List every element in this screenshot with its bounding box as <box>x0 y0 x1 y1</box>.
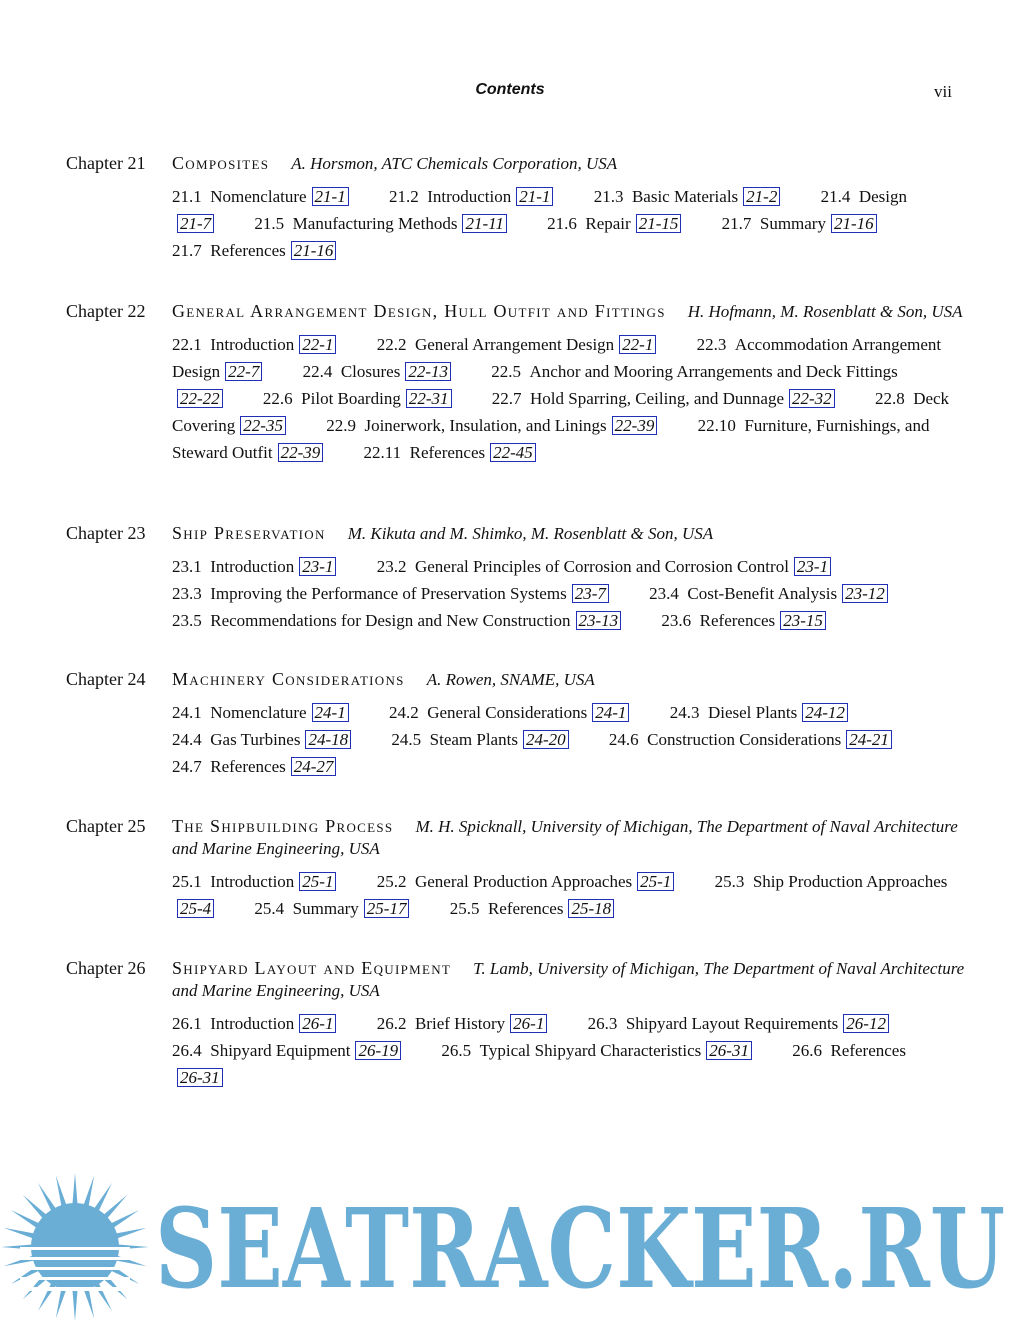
section-title: General Arrangement Design <box>414 335 615 354</box>
chapter-title[interactable]: Shipyard Layout and Equipment <box>172 958 452 978</box>
toc-entry <box>172 241 336 260</box>
chapter-heading <box>66 957 966 1002</box>
chapter-title[interactable]: Machinery Considerations <box>172 669 405 689</box>
section-list <box>172 1010 950 1091</box>
toc-entry <box>172 335 336 354</box>
toc-entry <box>172 1041 401 1060</box>
chapter-label: Chapter 23 <box>66 523 146 543</box>
toc-entry <box>649 584 888 603</box>
section-number: 23.6 <box>661 611 692 630</box>
page-link[interactable]: 24-12 <box>802 703 848 722</box>
chapter-author: M. H. Spicknall, University of Michigan, The Department of Naval Architecture and Marine Engineering, USA <box>172 817 958 858</box>
section-list <box>172 868 950 922</box>
page-link[interactable]: 22-7 <box>225 362 262 381</box>
section-number: 24.5 <box>391 730 422 749</box>
page-link[interactable]: 24-1 <box>592 703 629 722</box>
chapter-author: A. Horsmon, ATC Chemicals Corporation, USA <box>291 154 618 173</box>
section-title: Steam Plants <box>429 730 518 749</box>
section-number: 22.3 <box>696 335 727 354</box>
chapter-author: A. Rowen, SNAME, USA <box>426 670 595 689</box>
section-list <box>172 699 950 780</box>
page-link[interactable]: 22-22 <box>177 389 223 408</box>
section-number: 22.4 <box>302 362 333 381</box>
section-title: Furniture, Furnishings, and Steward Outfit <box>172 416 930 462</box>
page-link[interactable]: 22-39 <box>278 443 324 462</box>
toc-entry <box>377 872 675 891</box>
section-title: Shipyard Equipment <box>210 1041 351 1060</box>
toc-entry <box>172 187 349 206</box>
section-title: References <box>210 757 286 776</box>
toc-entry <box>172 757 336 776</box>
page-link[interactable]: 21-16 <box>831 214 877 233</box>
page-link[interactable]: 24-18 <box>305 730 351 749</box>
page-number: vii <box>934 82 952 101</box>
toc-entry <box>303 362 451 381</box>
page-link[interactable]: 26-12 <box>843 1014 889 1033</box>
toc-entry <box>172 584 609 603</box>
chapter-label: Chapter 22 <box>66 301 146 321</box>
chapter-heading <box>66 152 966 175</box>
section-title: Gas Turbines <box>210 730 301 749</box>
page-link[interactable]: 25-17 <box>364 899 410 918</box>
section-number: 24.6 <box>608 730 639 749</box>
chapter-heading <box>66 815 966 860</box>
section-number: 22.7 <box>491 389 522 408</box>
section-title: References <box>699 611 776 630</box>
section-title: Shipyard Layout Requirements <box>625 1014 839 1033</box>
section-title: Introduction <box>210 1014 295 1033</box>
section-title: Introduction <box>210 335 295 354</box>
chapter-author: M. Kikuta and M. Shimko, M. Rosenblatt & Son, USA <box>347 524 714 543</box>
toc-entry <box>661 611 825 630</box>
section-number: 26.6 <box>792 1041 822 1060</box>
section-title: Improving the Performance of Preservation Systems <box>210 584 567 603</box>
watermark <box>0 1165 1020 1320</box>
chapter-23 <box>66 522 966 634</box>
section-number: 25.2 <box>376 872 407 891</box>
toc-entry <box>547 214 681 233</box>
chapter-label: Chapter 25 <box>66 816 146 836</box>
page-link[interactable]: 24-21 <box>846 730 892 749</box>
section-title: Introduction <box>427 187 512 206</box>
toc-entry <box>172 611 621 630</box>
section-number: 22.10 <box>697 416 736 435</box>
watermark-text: SEATRACKER.RU <box>155 1184 1005 1313</box>
running-head-title: Contents <box>475 81 545 98</box>
toc-entry <box>172 1014 336 1033</box>
section-title: References <box>487 899 564 918</box>
chapter-21 <box>66 152 966 264</box>
section-number: 22.8 <box>874 389 905 408</box>
section-title: Summary <box>759 214 826 233</box>
toc-entry <box>377 1014 548 1033</box>
section-number: 22.2 <box>376 335 407 354</box>
section-title: Accommodation Arrangement Design <box>172 335 942 381</box>
section-number: 26.1 <box>172 1014 202 1033</box>
section-number: 23.5 <box>172 611 202 630</box>
toc-entry <box>588 1014 889 1033</box>
section-title: Introduction <box>210 872 295 891</box>
page-link[interactable]: 22-1 <box>619 335 656 354</box>
page-link[interactable]: 25-18 <box>568 899 614 918</box>
section-title: Manufacturing Methods <box>292 214 458 233</box>
section-number: 22.5 <box>491 362 522 381</box>
toc-entry <box>391 730 568 749</box>
section-title: Joinerwork, Insulation, and Linings <box>364 416 607 435</box>
toc-entry <box>254 214 506 233</box>
sun-ray <box>72 1173 78 1207</box>
toc-entry <box>450 899 614 918</box>
chapter-24 <box>66 668 966 780</box>
toc-entry <box>364 443 536 462</box>
chapter-title[interactable]: Composites <box>172 153 270 173</box>
toc-entry <box>389 187 553 206</box>
page-link[interactable]: 25-4 <box>177 899 214 918</box>
section-number: 24.1 <box>172 703 202 722</box>
section-title: Cost-Benefit Analysis <box>687 584 838 603</box>
toc-entry <box>172 557 336 576</box>
toc-entry <box>377 557 831 576</box>
section-title: Pilot Boarding <box>301 389 401 408</box>
toc-entry <box>172 872 336 891</box>
page-link[interactable]: 23-1 <box>299 557 336 576</box>
page-link[interactable]: 26-19 <box>355 1041 401 1060</box>
chapter-22 <box>66 300 966 466</box>
chapter-title[interactable]: The Shipbuilding Process <box>172 816 394 836</box>
page-link[interactable]: 23-7 <box>572 584 609 603</box>
page-link[interactable]: 21-1 <box>516 187 553 206</box>
page-link[interactable]: 21-11 <box>462 214 506 233</box>
section-title: Deck Covering <box>172 389 950 435</box>
chapter-title[interactable]: Ship Preservation <box>172 523 326 543</box>
section-title: Typical Shipyard Characteristics <box>479 1041 702 1060</box>
section-title: Basic Materials <box>631 187 739 206</box>
section-number: 26.3 <box>587 1014 618 1033</box>
section-list <box>172 331 950 466</box>
page-link[interactable]: 21-1 <box>312 187 349 206</box>
section-number: 24.7 <box>172 757 202 776</box>
chapter-label: Chapter 24 <box>66 669 146 689</box>
section-title: Recommendations for Design and New Construction <box>210 611 571 630</box>
page-link[interactable]: 21-7 <box>177 214 214 233</box>
section-title: References <box>409 443 486 462</box>
section-number: 21.7 <box>172 241 202 260</box>
chapter-heading <box>66 668 966 691</box>
section-title: References <box>210 241 286 260</box>
section-title: General Principles of Corrosion and Corrosion Control <box>414 557 789 576</box>
section-number: 21.7 <box>721 214 752 233</box>
section-number: 25.4 <box>254 899 285 918</box>
section-number: 22.1 <box>172 335 202 354</box>
section-number: 22.9 <box>326 416 356 435</box>
section-number: 21.2 <box>388 187 419 206</box>
toc-entry <box>594 187 781 206</box>
page-link[interactable]: 26-1 <box>299 1014 336 1033</box>
chapter-label: Chapter 26 <box>66 958 146 978</box>
page-link[interactable]: 24-27 <box>291 757 337 776</box>
page-link[interactable]: 21-15 <box>636 214 682 233</box>
section-list <box>172 553 950 634</box>
section-title: Hold Sparring, Ceiling, and Dunnage <box>530 389 785 408</box>
section-title: General Production Approaches <box>414 872 633 891</box>
toc-entry <box>172 703 349 722</box>
section-number: 23.3 <box>172 584 202 603</box>
section-number: 23.1 <box>172 557 202 576</box>
toc-entry <box>670 703 848 722</box>
page-link[interactable]: 25-1 <box>637 872 674 891</box>
chapter-heading <box>66 300 966 323</box>
section-number: 21.3 <box>593 187 624 206</box>
chapter-26 <box>66 957 966 1091</box>
page-link[interactable]: 22-31 <box>406 389 452 408</box>
page-link[interactable]: 24-20 <box>523 730 569 749</box>
toc-entry <box>609 730 892 749</box>
section-title: Construction Considerations <box>647 730 842 749</box>
section-title: Introduction <box>210 557 295 576</box>
page-link[interactable]: 22-32 <box>789 389 835 408</box>
page-link[interactable]: 26-1 <box>510 1014 547 1033</box>
toc-entry <box>254 899 409 918</box>
section-number: 23.4 <box>649 584 679 603</box>
toc-entry <box>389 703 629 722</box>
section-number: 24.2 <box>388 703 419 722</box>
sun-icon <box>1 1173 149 1320</box>
section-number: 23.2 <box>376 557 407 576</box>
section-number: 24.4 <box>172 730 202 749</box>
page-link[interactable]: 22-35 <box>240 416 286 435</box>
section-title: Anchor and Mooring Arrangements and Deck Fittings <box>529 362 898 381</box>
section-title: References <box>830 1041 906 1060</box>
section-number: 21.5 <box>254 214 285 233</box>
section-number: 22.6 <box>262 389 293 408</box>
section-list <box>172 183 950 264</box>
section-number: 26.2 <box>376 1014 407 1033</box>
section-number: 25.1 <box>172 872 202 891</box>
section-title: Design <box>858 187 907 206</box>
section-title: Diesel Plants <box>707 703 798 722</box>
section-number: 21.6 <box>547 214 577 233</box>
page-link[interactable]: 23-12 <box>842 584 888 603</box>
chapter-author: H. Hofmann, M. Rosenblatt & Son, USA <box>687 302 963 321</box>
section-number: 25.5 <box>449 899 480 918</box>
page-link[interactable]: 23-15 <box>780 611 826 630</box>
page-link[interactable]: 22-1 <box>299 335 336 354</box>
page-link[interactable]: 26-31 <box>177 1068 223 1087</box>
section-number: 24.3 <box>669 703 700 722</box>
toc-entry <box>722 214 877 233</box>
section-title: Ship Production Approaches <box>752 872 948 891</box>
section-number: 25.3 <box>714 872 745 891</box>
page-link[interactable]: 23-13 <box>576 611 622 630</box>
sun-ray <box>72 1287 78 1320</box>
section-number: 21.4 <box>820 187 851 206</box>
chapter-author: T. Lamb, University of Michigan, The Department of Naval Architecture and Marine Engineering, USA <box>172 959 965 1000</box>
chapter-25 <box>66 815 966 922</box>
page-link[interactable]: 24-1 <box>312 703 349 722</box>
page-link[interactable]: 26-31 <box>706 1041 752 1060</box>
section-title: Nomenclature <box>210 703 307 722</box>
section-number: 22.11 <box>363 443 402 462</box>
chapter-title[interactable]: General Arrangement Design, Hull Outfit and Fittings <box>172 301 666 321</box>
toc-entry <box>377 335 657 354</box>
toc-entry <box>263 389 452 408</box>
page-link[interactable]: 21-2 <box>743 187 780 206</box>
section-title: Repair <box>585 214 631 233</box>
section-title: Nomenclature <box>210 187 307 206</box>
toc-entry <box>441 1041 752 1060</box>
section-title: Closures <box>340 362 401 381</box>
section-number: 26.5 <box>441 1041 472 1060</box>
section-title: Brief History <box>414 1014 506 1033</box>
toc-entry <box>172 730 351 749</box>
page-link[interactable]: 22-45 <box>490 443 536 462</box>
toc-entry <box>492 389 835 408</box>
chapter-heading <box>66 522 966 545</box>
section-number: 26.4 <box>172 1041 202 1060</box>
chapter-label: Chapter 21 <box>66 153 146 173</box>
page-link[interactable]: 25-1 <box>299 872 336 891</box>
page-link[interactable]: 23-1 <box>794 557 831 576</box>
page-link[interactable]: 22-39 <box>612 416 658 435</box>
toc-entry <box>326 416 657 435</box>
page-link[interactable]: 21-16 <box>291 241 337 260</box>
section-title: General Considerations <box>427 703 588 722</box>
page-link[interactable]: 22-13 <box>405 362 451 381</box>
section-title: Summary <box>292 899 359 918</box>
section-number: 21.1 <box>172 187 202 206</box>
